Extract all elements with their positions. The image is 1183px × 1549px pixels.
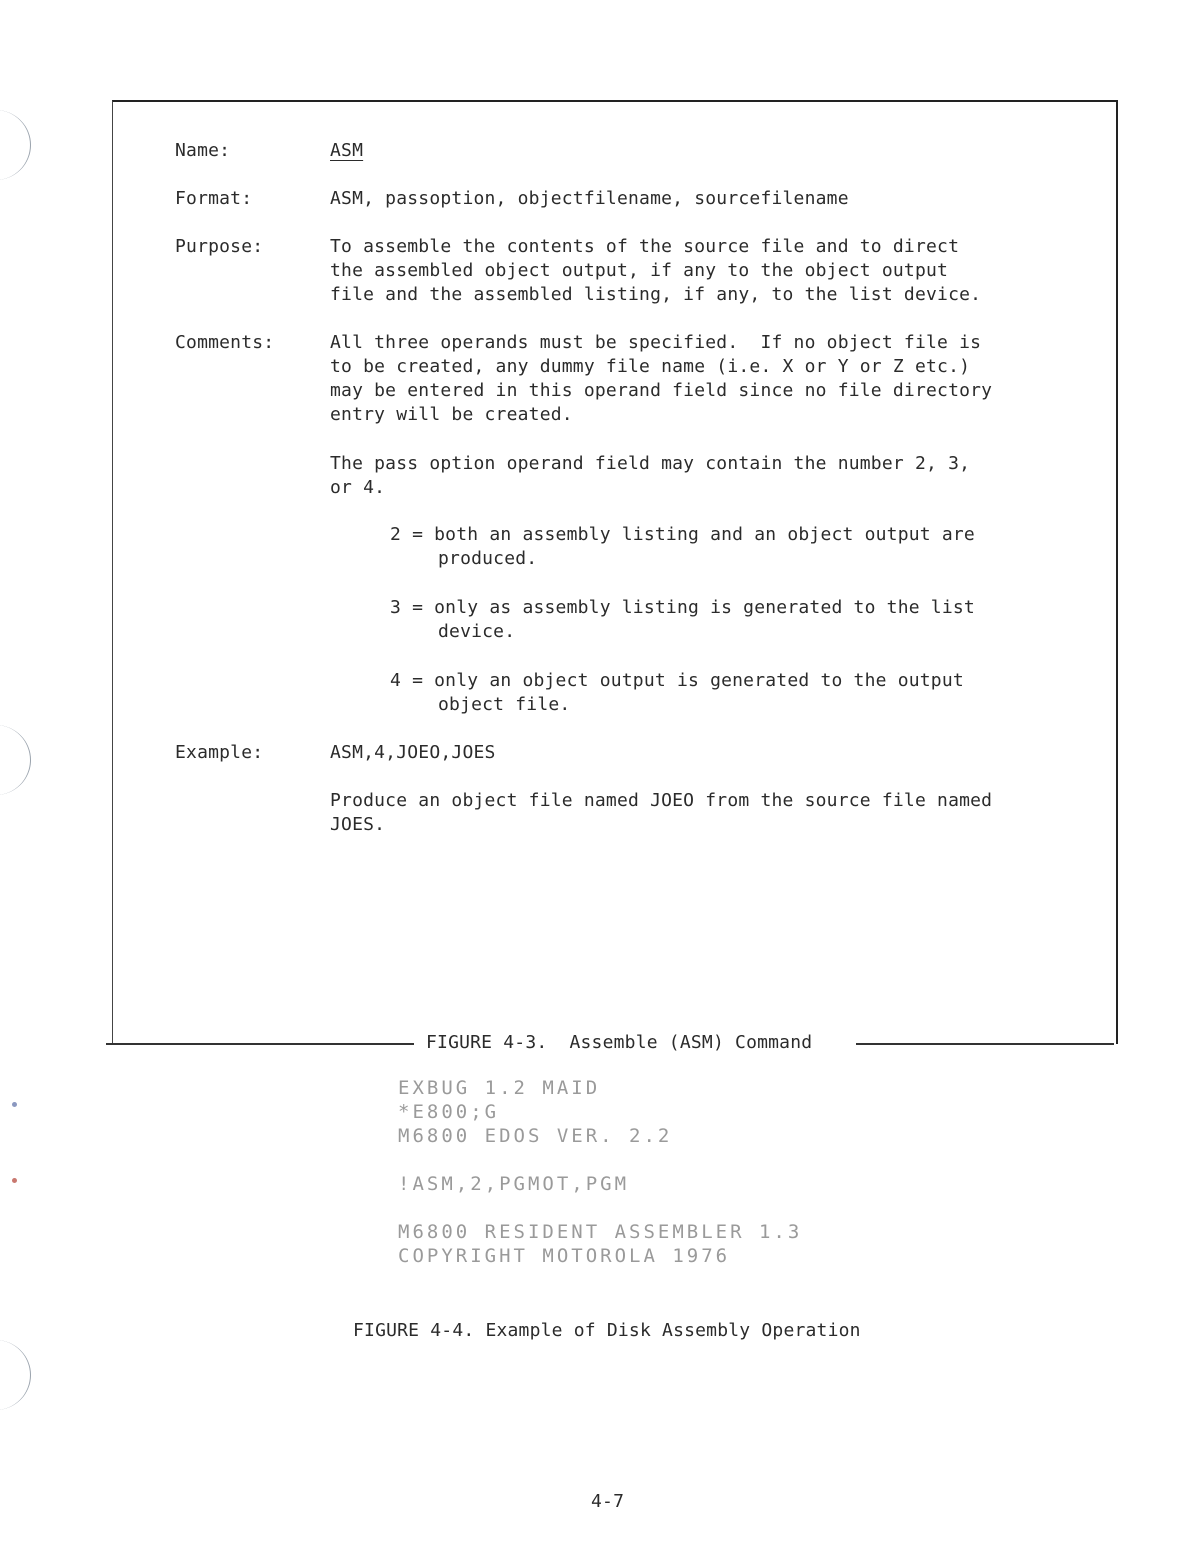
binder-hole	[0, 1340, 31, 1410]
page-number: 4-7	[591, 1491, 625, 1512]
purpose-line: To assemble the contents of the source file and to direct	[330, 236, 960, 257]
name-label: Name:	[175, 140, 231, 161]
scan-speck	[12, 1178, 17, 1183]
format-label: Format:	[175, 188, 253, 209]
pass-option-3-cont: device.	[438, 621, 516, 642]
pass-option-2-cont: produced.	[438, 548, 538, 569]
pass-intro-line: The pass option operand field may contain the number 2, 3,	[330, 453, 971, 474]
comments-line: entry will be created.	[330, 404, 573, 425]
command-format: ASM, passoption, objectfilename, sourcefilename	[330, 188, 849, 209]
figure-4-3-caption: FIGURE 4-3. Assemble (ASM) Command	[426, 1032, 813, 1053]
purpose-line: file and the assembled listing, if any, to the list device.	[330, 284, 982, 305]
example-desc-line: Produce an object file named JOEO from the source file named	[330, 790, 993, 811]
pass-option-3: 3 = only as assembly listing is generated to the list	[390, 597, 975, 618]
purpose-line: the assembled object output, if any to the object output	[330, 260, 949, 281]
comments-label: Comments:	[175, 332, 275, 353]
pass-intro-line: or 4.	[330, 477, 386, 498]
binder-hole	[0, 110, 31, 180]
terminal-line: M6800 EDOS VER. 2.2	[398, 1125, 673, 1147]
comments-line: All three operands must be specified. If no object file is	[330, 332, 982, 353]
purpose-label: Purpose:	[175, 236, 264, 257]
example-label: Example:	[175, 742, 264, 763]
terminal-line: EXBUG 1.2 MAID	[398, 1077, 601, 1099]
pass-option-4: 4 = only an object output is generated to the output	[390, 670, 964, 691]
terminal-line: !ASM,2,PGMOT,PGM	[398, 1173, 630, 1195]
comments-line: to be created, any dummy file name (i.e. X or Y or Z etc.)	[330, 356, 971, 377]
terminal-line: *E800;G	[398, 1101, 500, 1123]
example-desc-line: JOES.	[330, 814, 386, 835]
command-name: ASM	[330, 140, 364, 161]
terminal-line: M6800 RESIDENT ASSEMBLER 1.3	[398, 1221, 803, 1243]
caption-rule-right	[856, 1043, 1114, 1045]
binder-hole	[0, 725, 31, 795]
pass-option-2: 2 = both an assembly listing and an object output are	[390, 524, 975, 545]
caption-rule-left	[106, 1043, 414, 1045]
scan-speck	[12, 1102, 17, 1107]
terminal-line: COPYRIGHT MOTOROLA 1976	[398, 1245, 731, 1267]
pass-option-4-cont: object file.	[438, 694, 571, 715]
figure-4-4-caption: FIGURE 4-4. Example of Disk Assembly Operation	[353, 1320, 861, 1341]
comments-line: may be entered in this operand field since no file directory	[330, 380, 993, 401]
example-command: ASM,4,JOEO,JOES	[330, 742, 496, 763]
